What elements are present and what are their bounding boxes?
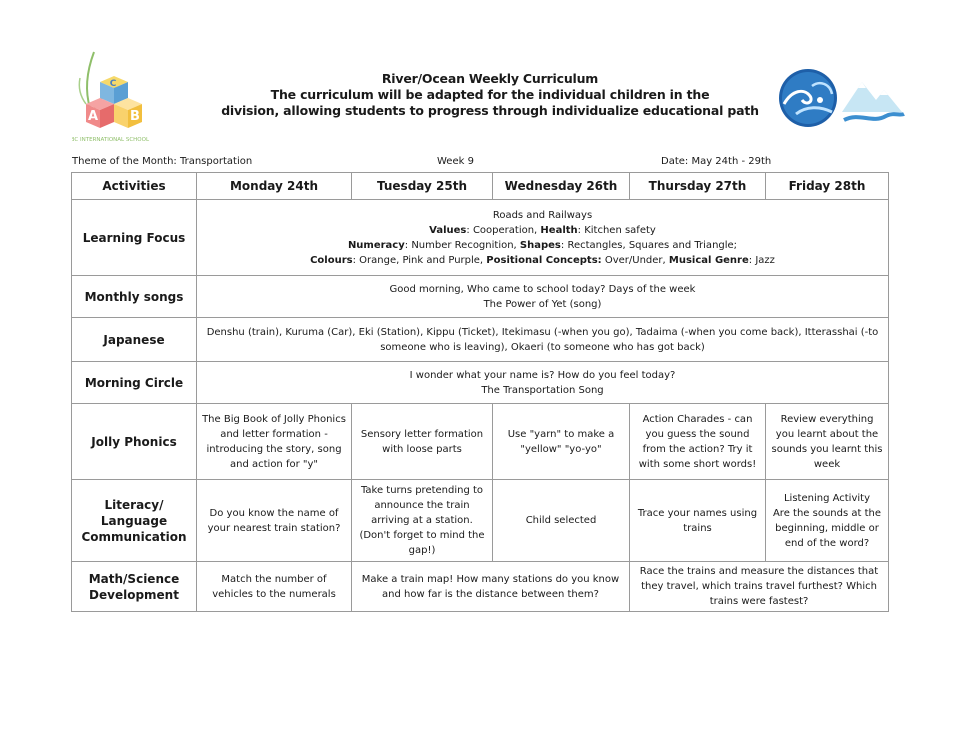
literacy-wednesday: Child selected: [493, 480, 630, 562]
school-logo: [72, 48, 162, 146]
morning-circle-cell: I wonder what your name is? How do you feel today? The Transportation Song: [197, 362, 889, 404]
learning-focus-cell: [197, 200, 889, 276]
jolly-phonics-thursday: Action Charades - can you guess the sound from the action? Try it with some short words!: [630, 404, 766, 480]
jolly-phonics-tuesday: Sensory letter formation with loose parts: [352, 404, 493, 480]
math-thursday-friday: Race the trains and measure the distances that they travel, which trains travel furthest? Which trains were fastest?: [630, 562, 889, 612]
table-row-learning-focus: [72, 200, 889, 276]
japanese-cell: Denshu (train), Kuruma (Car), Eki (Station), Kippu (Ticket), Itekimasu (-when you go), Tadaima (-when you come back), Itterasshai (-to someone who is leaving), Okaeri (to someone who has got back): [197, 318, 889, 362]
math-monday: Match the number of vehicles to the numerals: [197, 562, 352, 612]
literacy-thursday: Trace your names using trains: [630, 480, 766, 562]
header-thursday: Thursday 27th: [630, 173, 766, 200]
svg-text:A: A: [87, 109, 99, 124]
jolly-phonics-friday: Review everything you learnt about the sounds you learnt this week: [766, 404, 889, 480]
week-number: Week 9: [437, 156, 474, 167]
header-monday: Monday 24th: [197, 173, 352, 200]
table-row-math-science: [72, 562, 889, 612]
learning-focus-values-line: Values: Cooperation, Health: Kitchen safety: [429, 224, 656, 236]
header-activities: Activities: [72, 173, 197, 200]
svg-text:C: C: [109, 79, 117, 89]
activity-jolly-phonics: Jolly Phonics: [72, 404, 197, 480]
table-row-monthly-songs: [72, 276, 889, 318]
header-tuesday: Tuesday 25th: [352, 173, 493, 200]
activity-japanese: Japanese: [72, 318, 197, 362]
header-friday: Friday 28th: [766, 173, 889, 200]
activity-math-science: Math/Science Development: [72, 562, 197, 612]
literacy-friday: Listening Activity Are the sounds at the beginning, middle or end of the word?: [766, 480, 889, 562]
learning-focus-colours-line: Colours: Orange, Pink and Purple, Positional Concepts: Over/Under, Musical Genre: Jazz: [310, 254, 775, 266]
table-row-morning-circle: [72, 362, 889, 404]
svg-text:B: B: [130, 109, 140, 124]
theme-of-month: Theme of the Month: Transportation: [72, 156, 253, 167]
learning-focus-topic: Roads and Railways: [492, 209, 593, 221]
monthly-songs-cell: Good morning, Who came to school today? Days of the week The Power of Yet (song): [197, 276, 889, 318]
title-line-1: River/Ocean Weekly Curriculum: [381, 71, 599, 86]
abc-blocks-logo-icon: [72, 48, 162, 146]
activity-learning-focus: Learning Focus: [72, 200, 197, 276]
activity-monthly-songs: Monthly songs: [72, 276, 197, 318]
date-range: Date: May 24th - 29th: [661, 156, 772, 167]
table-header-row: [72, 173, 889, 200]
river-mountain-icon: [842, 82, 904, 120]
jolly-phonics-monday: The Big Book of Jolly Phonics and letter formation - introducing the story, song and action for "y": [197, 404, 352, 480]
learning-focus-numeracy-line: Numeracy: Number Recognition, Shapes: Rectangles, Squares and Triangle;: [347, 239, 738, 251]
table-row-japanese: [72, 318, 889, 362]
jolly-phonics-wednesday: Use "yarn" to make a "yellow" "yo-yo": [493, 404, 630, 480]
title-line-3: division, allowing students to progress through individualize educational path: [221, 103, 759, 118]
activity-morning-circle: Morning Circle: [72, 362, 197, 404]
curriculum-table: [71, 172, 889, 612]
header-wednesday: Wednesday 26th: [493, 173, 630, 200]
table-row-literacy: [72, 480, 889, 562]
ocean-wave-icon: [779, 69, 837, 127]
division-logos: [776, 66, 906, 130]
curriculum-title: [200, 71, 780, 119]
literacy-tuesday: Take turns pretending to announce the train arriving at a station. (Don't forget to mind the gap!): [352, 480, 493, 562]
table-row-jolly-phonics: [72, 404, 889, 480]
literacy-monday: Do you know the name of your nearest train station?: [197, 480, 352, 562]
svg-text:ABC INTERNATIONAL SCHOOL: ABC INTERNATIONAL SCHOOL: [72, 137, 150, 143]
math-tuesday-wednesday: Make a train map! How many stations do you know and how far is the distance between them?: [352, 562, 630, 612]
title-line-2: The curriculum will be adapted for the individual children in the: [270, 87, 710, 102]
activity-literacy: Literacy/ Language Communication: [72, 480, 197, 562]
